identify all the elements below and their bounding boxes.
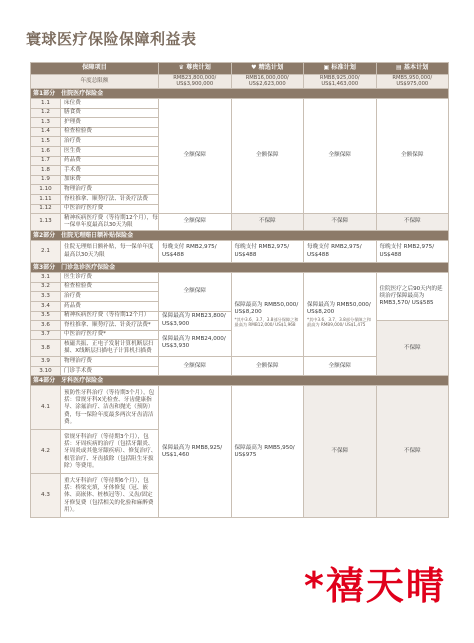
header-plan-premier: ♛ 尊贵计划 [159,63,232,75]
coverage-cell: 全额保障 [304,99,377,214]
item-name: 物理治疗费 [61,185,159,195]
item-name: 住院无理赔日额补贴，每一保单年度最高以30天为限 [61,241,159,263]
item-name: 检查检验费 [61,282,159,292]
section-title: 第4部分 牙科医疗保险金 [31,376,449,386]
coverage-cell: 不保障 [231,214,304,231]
item-number: 3.3 [31,292,61,302]
coverage-note: *其中3.6、3.7、3.8部分保障之和最高为 RMB9,000/ US$1,475 [307,316,371,327]
heart-hands-icon: ♥ [251,64,257,72]
coverage-cell: 不保障 [304,386,377,518]
section-title: 第2部分 住院无理赔日额补贴保险金 [31,231,449,241]
section-part2 [31,231,449,241]
coverage-limit: 保障最高为 RMB50,000/ US$8,200 [234,301,299,316]
coverage-cell [304,273,377,357]
coverage-limit: 保障最高为 RMB50,000/ US$8,200 [307,301,371,316]
coverage-cell: 不保障 [304,214,377,231]
item-name: 物理治疗费 [61,357,159,367]
section-part4 [31,376,449,386]
crown-icon: ♛ [178,64,185,72]
coverage-cell: 全额保障 [159,273,232,311]
item-name: 治疗费 [61,137,159,147]
coverage-cell: 全额保障 [304,357,377,376]
item-name: 膳食费 [61,108,159,118]
item-name: 核磁共振、正电子发射计算机断层扫描、X线断层扫描电子计算机扫描费 [61,340,159,357]
item-number: 1.1 [31,99,61,109]
section-title: 第3部分 门诊急诊医疗保险金 [31,263,449,273]
item-number: 3.8 [31,340,61,357]
briefcase-icon: ▣ [323,64,330,72]
annual-limit-label: 年度总限额 [31,75,159,89]
annual-limit-row [31,75,449,89]
item-name: 中医治疗医疗费* [61,330,159,340]
item-name: 预防性牙科治疗（等待期3个月），包括：常规牙科X光检查、牙齿健康指导、涂氟治疗、洁齿和抛光（预防）费，每一保险年度最多两次牙齿清洁费。 [61,386,159,430]
item-name: 医生诊疗费 [61,273,159,283]
item-number: 1.13 [31,214,61,231]
item-number: 4.3 [31,474,61,518]
coverage-cell: 保障最高为 RMB24,000/ US$3,930 [159,330,232,357]
item-name: 药品费 [61,301,159,311]
item-number: 1.11 [31,194,61,204]
coverage-cell: 每晚支付 RMB2,975/ US$488 [159,241,232,263]
item-number: 1.7 [31,156,61,166]
coverage-cell: 不保障 [376,321,449,376]
item-name: 脊柱推拿、顺势疗法、针灸疗法费* [61,321,159,331]
table-row [31,386,449,430]
coverage-cell: 全额保障 [159,214,232,231]
table-row [31,99,449,109]
item-number: 4.2 [31,430,61,474]
item-number: 1.4 [31,127,61,137]
coverage-cell: 不保障 [376,214,449,231]
coverage-cell: 全额保障 [231,99,304,214]
item-number: 4.1 [31,386,61,430]
item-name: 手术费 [61,166,159,176]
item-number: 1.5 [31,137,61,147]
header-plan-basic: ▤ 基本计划 [376,63,449,75]
item-number: 3.1 [31,273,61,283]
coverage-cell: 全额保障 [376,99,449,214]
coverage-cell: 全额保障 [159,99,232,214]
annual-limit-value: RMB5,950,000/ US$975,000 [376,75,449,89]
item-number: 3.10 [31,366,61,376]
coverage-cell: 保障最高为 RMB23,800/ US$3,900 [159,311,232,330]
section-title: 第1部分 住院医疗保险金 [31,89,449,99]
table-header-row [31,63,449,75]
table-row [31,273,449,283]
header-plan-standard: ▣ 标准计划 [304,63,377,75]
coverage-cell: 不保障 [376,386,449,518]
item-name: 加床费 [61,175,159,185]
item-number: 1.8 [31,166,61,176]
watermark-text: *禧天晴 [304,564,446,608]
coverage-cell: 每晚支付 RMB2,975/ US$488 [376,241,449,263]
section-part3 [31,263,449,273]
item-number: 2.1 [31,241,61,263]
coverage-cell: 保障最高为 RMB8,925/ US$1,460 [159,386,232,518]
item-number: 1.2 [31,108,61,118]
item-name: 医生费 [61,146,159,156]
item-number: 3.2 [31,282,61,292]
item-name: 精神疾病医疗费（等待期12个月），每一保单年度最高以30天为限 [61,214,159,231]
coverage-note: *其中3.6、3.7、3.8部分保障之和最高为 RMB12,000/ US$1,968 [234,316,299,327]
item-number: 1.12 [31,204,61,214]
section-part1 [31,89,449,99]
item-name: 治疗费 [61,292,159,302]
item-name: 床位费 [61,99,159,109]
annual-limit-value: RMB8,925,000/ US$1,463,000 [304,75,377,89]
item-number: 3.9 [31,357,61,367]
coverage-cell: 全额保障 [231,357,304,376]
annual-limit-value: RMB16,000,000/ US$2,623,000 [231,75,304,89]
item-name: 护理费 [61,118,159,128]
item-name: 脊柱推拿、顺势疗法、针灸疗法费 [61,194,159,204]
table-row [31,241,449,263]
header-plan-select: ♥ 精选计划 [231,63,304,75]
item-number: 3.7 [31,330,61,340]
item-name: 检查检验费 [61,127,159,137]
item-name: 常规牙科治疗（等待期3个月），包括：牙周疾病的治疗（包括牙龈炎、牙周炎或其他牙龈疾病）、修复治疗、根管治疗、牙齿拔除（包括阻生牙拔除）等费用。 [61,430,159,474]
coverage-cell: 每晚支付 RMB2,975/ US$488 [304,241,377,263]
item-number: 1.10 [31,185,61,195]
item-name: 中医治疗医疗费 [61,204,159,214]
page-title: 寰球医疗保险保障利益表 [26,30,197,48]
item-name: 重大牙科治疗（等待期6个月），包括：桥梁充填，牙体修复（冠、嵌体、高嵌体、桩核冠等）、义齿/固定牙修复费（包括相关的化验和麻醉费用）。 [61,474,159,518]
header-item: 保障项目 [31,63,159,75]
item-number: 3.4 [31,301,61,311]
item-name: 药品费 [61,156,159,166]
coverage-cell: 保障最高为 RMB5,950/ US$975 [231,386,304,518]
item-name: 门诊手术费 [61,366,159,376]
table-row [31,214,449,231]
benefit-table [30,62,449,518]
item-number: 1.6 [31,146,61,156]
item-number: 3.6 [31,321,61,331]
coverage-cell: 每晚支付 RMB2,975/ US$488 [231,241,304,263]
item-name: 精神疾病医疗费（等待期12个月） [61,311,159,321]
coverage-cell [231,273,304,357]
item-number: 1.9 [31,175,61,185]
wallet-icon: ▤ [396,64,402,72]
coverage-cell: 住院医疗之后90天内的延续治疗保障最高为 RMB3,570/ US$585 [376,273,449,321]
coverage-cell: 全额保障 [159,357,232,376]
annual-limit-value: RMB23,800,000/ US$3,900,000 [159,75,232,89]
item-number: 1.3 [31,118,61,128]
item-number: 3.5 [31,311,61,321]
